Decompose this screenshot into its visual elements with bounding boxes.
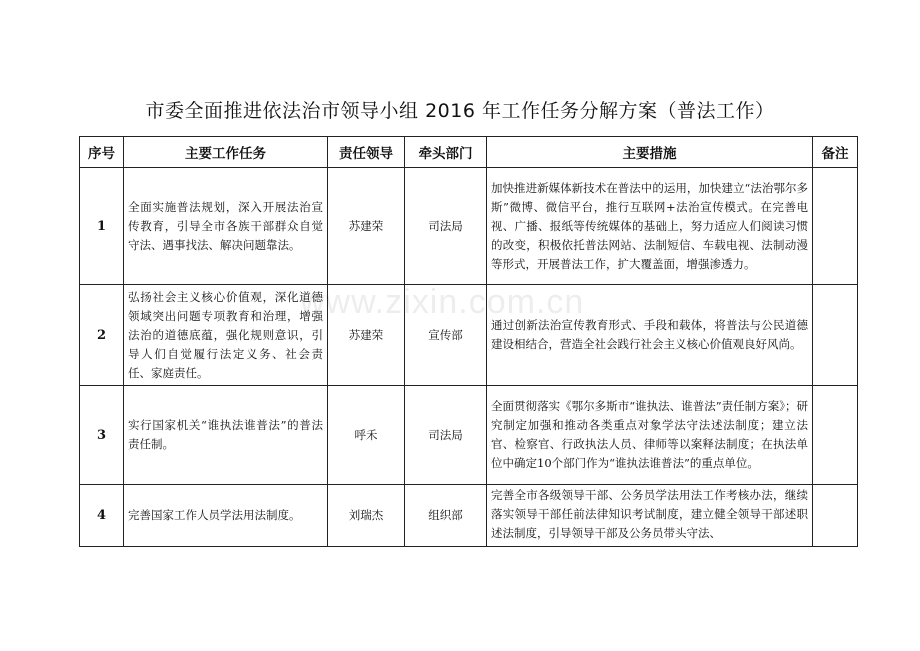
row-dept: 组织部 (405, 485, 487, 547)
row-task: 全面实施普法规划，深入开展法治宣传教育，引导全市各族干部群众自觉守法、遇事找法、解决问题靠法。 (124, 168, 328, 285)
row-task: 弘扬社会主义核心价值观，深化道德领域突出问题专项教育和治理，增强法治的道德底蕴，强化规则意识，引导人们自觉履行法定义务、社会责任、家庭责任。 (124, 285, 328, 386)
row-measures: 加快推进新媒体新技术在普法中的运用，加快建立“法治鄂尔多斯”微博、微信平台，推行互联网+法治宣传模式。在完善电视、广播、报纸等传统媒体的基础上，努力适应人们阅读习惯的改变，积极依托普法网站、法制短信、车载电视、法制动漫等形式，开展普法工作，扩大覆盖面，增强渗透力。 (487, 168, 813, 285)
header-leader: 责任领导 (328, 137, 405, 168)
table-row (80, 386, 858, 485)
row-measures: 全面贯彻落实《鄂尔多斯市“谁执法、谁普法”责任制方案》；研究制定加强和推动各类重点对象学法守法述法制度；建立法官、检察官、行政执法人员、律师等以案释法制度；在执法单位中确定10个部门作为“谁执法谁普法”的重点单位。 (487, 386, 813, 485)
row-leader: 苏建荣 (328, 168, 405, 285)
task-table (79, 136, 858, 547)
row-seq: 3 (80, 386, 124, 485)
header-row (80, 137, 858, 168)
row-seq: 4 (80, 485, 124, 547)
header-remark: 备注 (813, 137, 858, 168)
row-measures: 完善全市各级领导干部、公务员学法用法工作考核办法，继续落实领导干部任前法律知识考试制度，建立健全领导干部述职述法制度，引导领导干部及公务员带头守法、 (487, 485, 813, 547)
row-measures: 通过创新法治宣传教育形式、手段和载体，将普法与公民道德建设相结合，营造全社会践行社会主义核心价值观良好风尚。 (487, 285, 813, 386)
table-row (80, 285, 858, 386)
row-remark (813, 386, 858, 485)
row-seq: 2 (80, 285, 124, 386)
row-task: 实行国家机关“谁执法谁普法”的普法责任制。 (124, 386, 328, 485)
row-remark (813, 168, 858, 285)
row-leader: 刘瑞杰 (328, 485, 405, 547)
header-dept: 牵头部门 (405, 137, 487, 168)
row-dept: 司法局 (405, 386, 487, 485)
header-measures: 主要措施 (487, 137, 813, 168)
table-row (80, 168, 858, 285)
row-leader: 苏建荣 (328, 285, 405, 386)
row-dept: 司法局 (405, 168, 487, 285)
page-title: 市委全面推进依法治市领导小组 2016 年工作任务分解方案（普法工作） (145, 100, 775, 122)
row-leader: 呼禾 (328, 386, 405, 485)
row-remark (813, 285, 858, 386)
row-remark (813, 485, 858, 547)
header-seq: 序号 (80, 137, 124, 168)
header-task: 主要工作任务 (124, 137, 328, 168)
watermark: www.zixin.com.cn (300, 283, 585, 321)
row-task: 完善国家工作人员学法用法制度。 (124, 485, 328, 547)
row-dept: 宣传部 (405, 285, 487, 386)
table-row (80, 485, 858, 547)
row-seq: 1 (80, 168, 124, 285)
